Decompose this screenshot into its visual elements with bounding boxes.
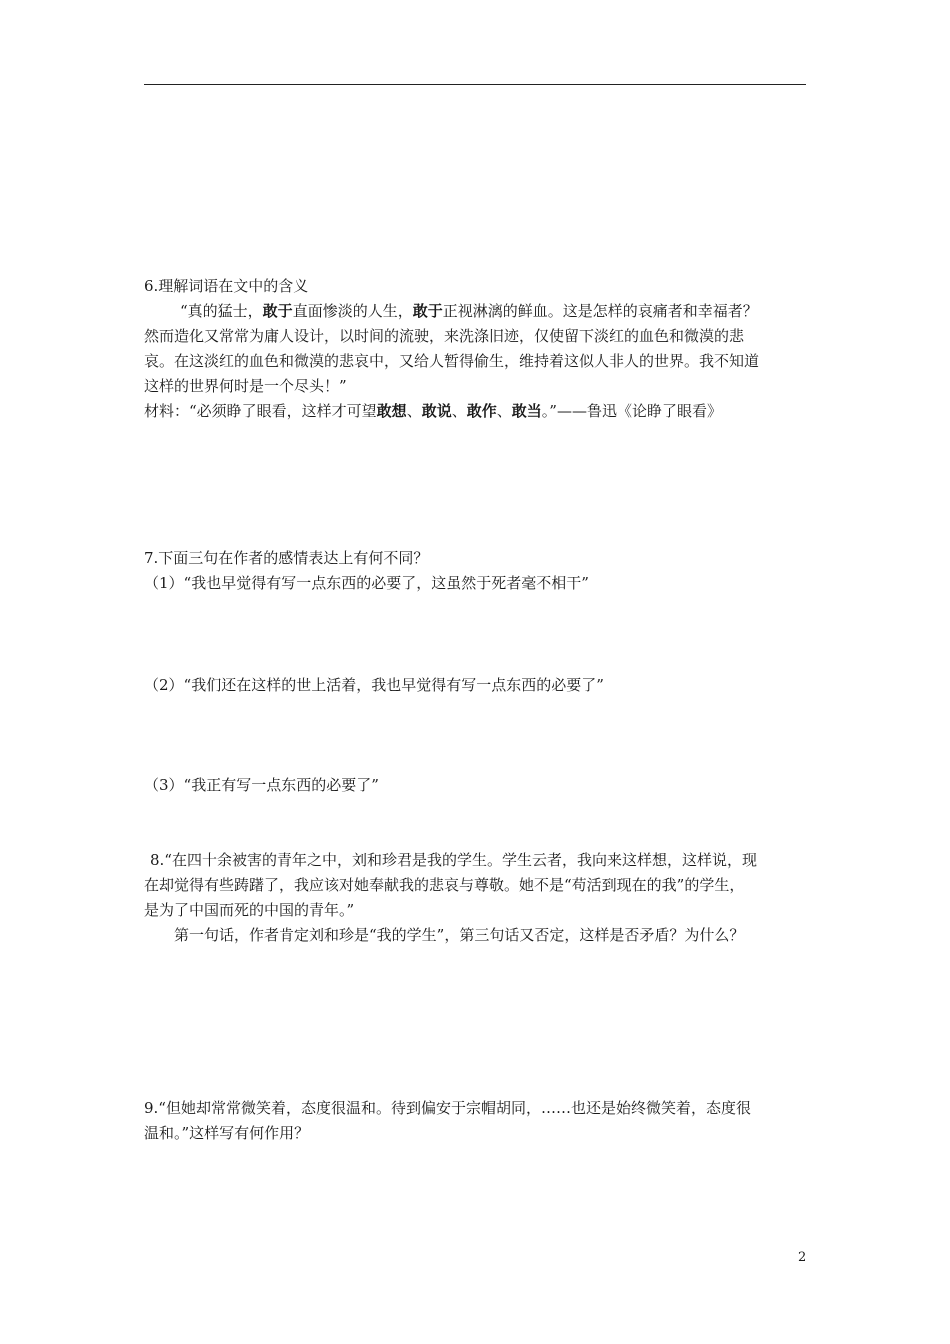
q9-line-1: 9.“但她却常常微笑着，态度很温和。待到偏安于宗帽胡同，……也还是始终微笑着，态度很 [144, 1099, 751, 1117]
q8-line-3: 是为了中国而死的中国的青年。” [144, 901, 355, 919]
q6-quote-line-2: 然而造化又常常为庸人设计，以时间的流驶，来洗涤旧迹，仅使留下淡红的血色和微漠的悲 [144, 327, 745, 345]
q6-quote-line-3: 哀。在这淡红的血色和微漠的悲哀中，又给人暂得偷生，维持着这似人非人的世界。我不知道 [144, 352, 760, 370]
q8-line-2: 在却觉得有些踌躇了，我应该对她奉献我的悲哀与尊敬。她不是“苟活到现在的我”的学生， [144, 876, 745, 894]
q7-sentence-2: （2）“我们还在这样的世上活着，我也早觉得有写一点东西的必要了” [144, 676, 604, 694]
question-9 [144, 1096, 816, 1146]
q9-line-2: 温和。”这样写有何作用？ [144, 1124, 310, 1142]
q8-question: 第一句话，作者肯定刘和珍是“我的学生”，第三句话又否定，这样是否矛盾？为什么？ [174, 926, 745, 944]
page-number: 2 [798, 1250, 807, 1265]
q7-sentence-3: （3）“我正有写一点东西的必要了” [144, 776, 379, 794]
q7-sentence-1: （1）“我也早觉得有写一点东西的必要了，这虽然于死者毫不相干” [144, 574, 589, 592]
q8-line-1: 8.“在四十余被害的青年之中，刘和珍君是我的学生。学生云者，我向来这样想，这样说，现 [150, 851, 757, 869]
q7-block-2 [144, 673, 816, 698]
header-rule [144, 84, 806, 85]
q6-title: 6.理解词语在文中的含义 [144, 277, 309, 295]
question-6 [144, 274, 816, 424]
q7-block-3 [144, 773, 816, 798]
question-8 [144, 848, 816, 948]
q6-quote-line-4: 这样的世界何时是一个尽头！” [144, 377, 347, 395]
q6-material: 材料：“必须睁了眼看，这样才可望敢想、敢说、敢作、敢当。”——鲁迅《论睁了眼看》 [144, 402, 722, 420]
q7-title: 7.下面三句在作者的感情表达上有何不同？ [144, 549, 429, 567]
q6-quote-line-1: “真的猛士，敢于直面惨淡的人生，敢于正视淋漓的鲜血。这是怎样的哀痛者和幸福者？ [180, 302, 758, 320]
question-7 [144, 546, 816, 596]
